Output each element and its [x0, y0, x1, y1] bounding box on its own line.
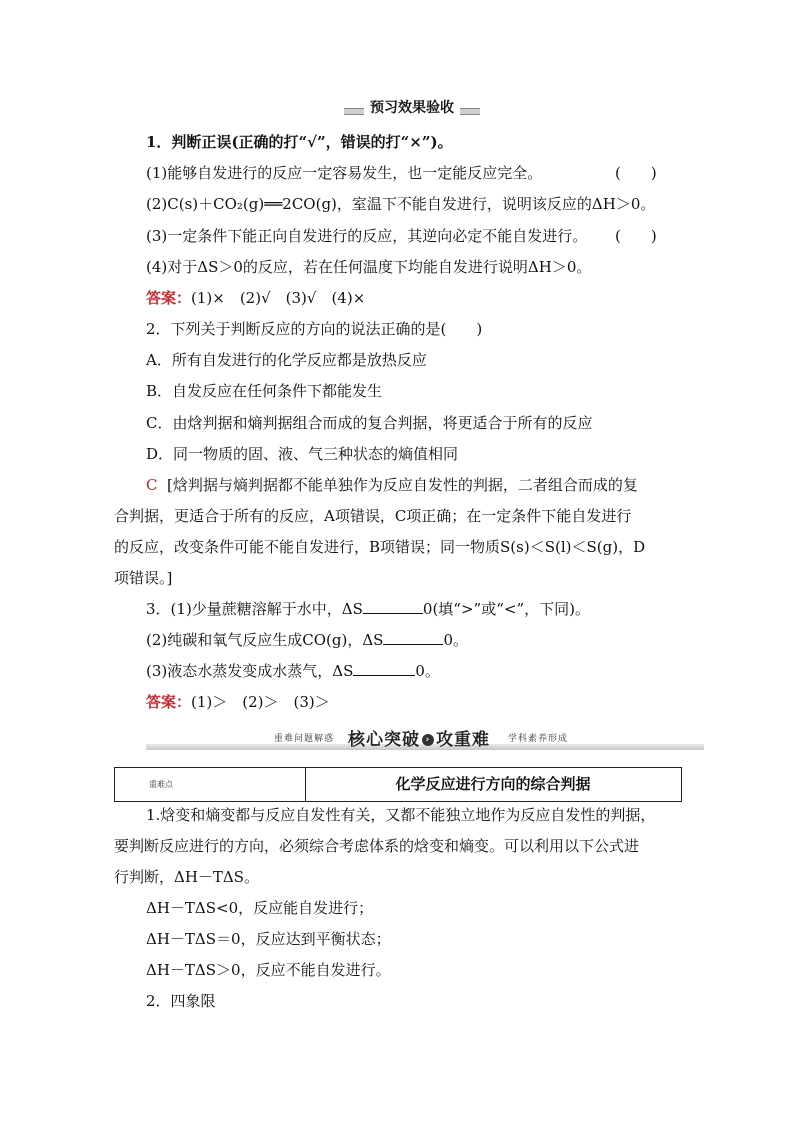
q1-answer: [146, 287, 365, 309]
banner-main-part-2: 攻重难: [436, 730, 490, 750]
rule-2: ΔH－TΔS＝0，反应达到平衡状态；: [146, 930, 391, 948]
arrow-dot-icon: ›: [422, 734, 434, 746]
rule-1: ΔH－TΔS<0，反应能自发进行；: [146, 899, 374, 917]
section-banner-core: [146, 722, 704, 752]
q3-item-1-pre: 3．(1)少量蔗糖溶解于水中，ΔS: [146, 600, 363, 618]
answer-label: 答案：: [146, 693, 192, 711]
q1-item-3: (3)一定条件下能正向自发进行的反应，其逆向必定不能自发进行。: [146, 227, 588, 245]
section-banner-preview: [344, 97, 480, 117]
answer-text: (1)× (2)√ (3)√ (4)×: [191, 289, 366, 307]
q1-item-4: (4)对于ΔS＞0的反应，若在任何温度下均能自发进行说明ΔH＞0。: [146, 258, 592, 276]
banner-main-text: [348, 725, 490, 750]
banner-main-part-1: 核心突破: [348, 730, 420, 750]
q3-item-3-post: 0。: [415, 662, 440, 680]
q2-explanation-line-4: 项错误。]: [114, 569, 173, 587]
q3-blank-2[interactable]: [383, 630, 443, 645]
q2-option-a: A．所有自发进行的化学反应都是放热反应: [146, 351, 427, 369]
q1-item-1: (1)能够自发进行的反应一定容易发生，也一定能反应完全。: [146, 164, 543, 182]
rule-3: ΔH－TΔS＞0，反应不能自发进行。: [146, 961, 391, 979]
para-line-2: 要判断反应进行的方向，必须综合考虑体系的焓变和熵变。可以利用以下公式进: [114, 837, 640, 855]
q3-blank-3[interactable]: [353, 661, 415, 676]
q3-answer: [146, 691, 330, 713]
q1-stem: 1．判断正误(正确的打“√”，错误的打“×”)。: [146, 133, 453, 151]
q1-item-3-paren: ( ): [615, 227, 657, 245]
answer-label: 答案：: [146, 289, 192, 307]
q2-answer-letter: C: [146, 476, 158, 494]
q2-option-b: B．自发反应在任何条件下都能发生: [146, 382, 383, 400]
q3-item-1: [146, 598, 590, 620]
q1-item-2: (2)C(s)＋CO₂(g)══2CO(g)，室温下不能自发进行，说明该反应的ΔH＞0。: [146, 195, 656, 213]
q2-stem: 2．下列关于判断反应的方向的说法正确的是( ): [146, 320, 483, 338]
answer-text: (1)＞ (2)＞ (3)＞: [191, 693, 330, 711]
q3-item-2: [146, 629, 468, 651]
q2-explanation-line-2: 合判据，更适合于所有的反应，A项错误，C项正确；在一定条件下能自发进行: [114, 507, 632, 525]
para-line-1: 1.焓变和熵变都与反应自发性有关，又都不能独立地作为反应自发性的判据，: [146, 806, 656, 824]
q2-explanation-text-1: [焓判据与熵判据都不能单独作为反应自发性的判据，二者组合而成的复: [167, 476, 638, 494]
q2-option-d: D．同一物质的固、液、气三种状态的熵值相同: [146, 445, 459, 463]
q3-item-2-pre: (2)纯碳和氧气反应生成CO(g)，ΔS: [146, 631, 384, 649]
banner-left-text: 重难问题解惑: [274, 734, 335, 744]
item-2-heading: 2．四象限: [146, 992, 216, 1010]
q3-item-3-pre: (3)液态水蒸发变成水蒸气，ΔS: [146, 662, 354, 680]
box-tag: 重难点: [149, 780, 173, 789]
q2-explanation-line-1: [146, 474, 638, 496]
box-title: 化学反应进行方向的综合判据: [395, 775, 591, 793]
banner-label: 预习效果验收: [364, 97, 460, 117]
q1-item-1-paren: ( ): [615, 164, 657, 182]
para-line-3: 行判断，ΔH－TΔS。: [114, 868, 260, 886]
q3-item-3: [146, 660, 440, 682]
topic-heading-box: [114, 767, 682, 802]
q2-explanation-line-3: 的反应，改变条件可能不能自发进行，B项错误；同一物质S(s)＜S(l)＜S(g)，D: [114, 538, 646, 556]
banner-right-text: 学科素养形成: [508, 734, 569, 744]
q2-option-c: C．由焓判据和熵判据组合而成的复合判据，将更适合于所有的反应: [146, 414, 593, 432]
q3-item-1-post: 0(填“>”或“<”，下同)。: [422, 600, 590, 618]
q3-blank-1[interactable]: [363, 599, 423, 614]
q3-item-2-post: 0。: [443, 631, 468, 649]
